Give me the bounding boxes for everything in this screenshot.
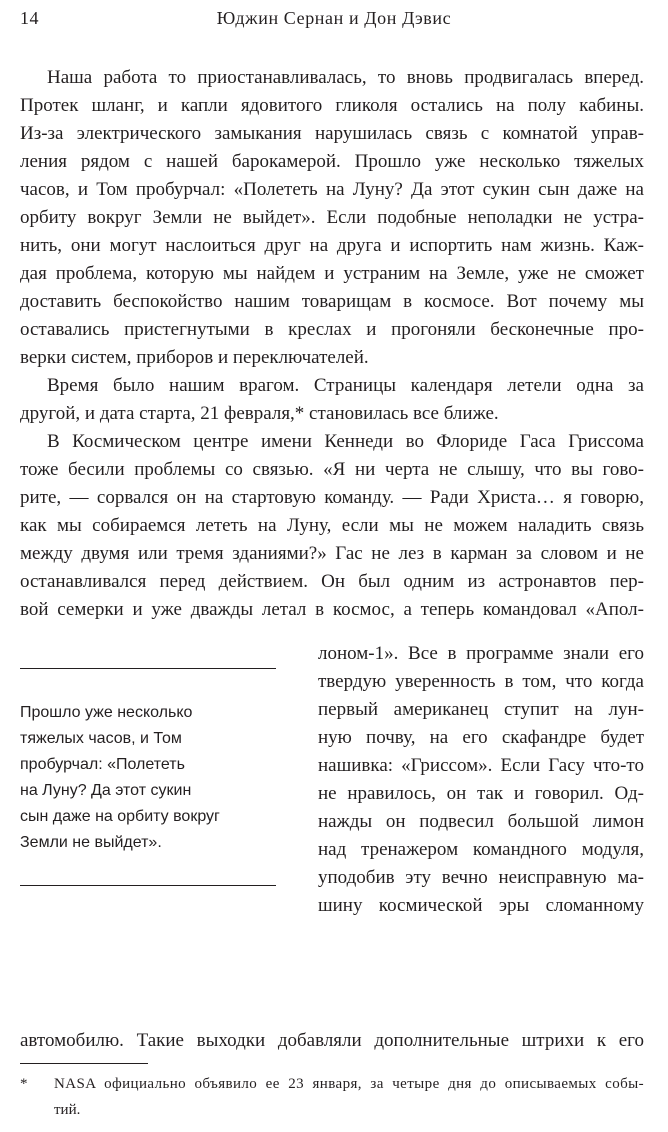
pull-quote-line: на Луну? Да этот сукин [20,782,192,799]
body-line: вой семерки и уже дважды летал в космос, а теперь командовал «Апол- [20,599,644,620]
page-number: 14 [20,8,39,28]
body-line: В Космическом центре имени Кеннеди во Флориде Гаса Гриссома [47,431,644,452]
body-line: Наша работа то приостанавливалась, то вновь продвигалась вперед. [47,67,644,88]
body-line: Протек шланг, и капли ядовитого гликоля остались на полу кабины. [20,95,644,116]
body-line: нашивка: «Гриссом». Если Гасу что-то [318,755,644,776]
pull-quote-line: пробурчал: «Полететь [20,756,185,773]
pull-quote [20,668,276,888]
body-line: Время было нашим врагом. Страницы календаря летели одна за [47,375,644,396]
body-line: шину космической эры сломанному [318,895,644,916]
body-line: рите, — сорвался он на стартовую команду. — Ради Христа… я говорю, [20,487,644,508]
body-line: останавливался перед действием. Он был одним из астронавтов пер- [20,571,644,592]
body-line: нить, они могут наслоиться друг на друга и испортить нам жизнь. Каж- [20,235,644,256]
body-line: доставить беспокойство нашим товарищам в космосе. Вот почему мы [20,291,644,312]
book-authors: Юджин Сернан и Дон Дэвис [216,8,452,28]
body-line: первый американец ступит на лун- [318,699,644,720]
body-line: нажды он подвесил большой лимон [318,811,644,832]
body-line: дая проблема, которую мы найдем и устраним на Земле, уже не сможет [20,263,644,284]
pull-quote-bottom-rule [20,885,276,886]
pull-quote-top-rule [20,668,276,669]
body-line: оставались пристегнутыми в креслах и прогоняли бесконечные про- [20,319,644,340]
body-line: орбиту вокруг Земли не выйдет». Если подобные неполадки не устра- [20,207,644,228]
footnote-line: NASA официально объявило ее 23 января, за четыре дня до описываемых собы- [54,1076,644,1092]
pull-quote-line: сын даже на орбиту вокруг [20,808,220,825]
body-line: ления рядом с нашей барокамерой. Прошло уже несколько тяжелых [20,151,644,172]
body-line: Из-за электрического замыкания нарушилась связь с комнатой управ- [20,123,644,144]
body-line: ную почву, на его скафандре будет [318,727,644,748]
body-line: не нравилось, он так и говорил. Од- [318,783,644,804]
running-head [20,8,648,34]
pull-quote-line: тяжелых часов, и Том [20,730,182,747]
footnote-mark: * [20,1076,28,1092]
body-line: автомобилю. Такие выходки добавляли дополнительные штрихи к его [20,1030,644,1051]
body-line: другой, и дата старта, 21 февраля,* становилась все ближе. [20,403,499,424]
body-line: над тренажером командного модуля, [318,839,644,860]
body-line: уподобив эту вечно неисправную ма- [318,867,644,888]
pull-quote-line: Прошло уже несколько [20,704,193,721]
footnote-line: тий. [54,1102,81,1118]
pull-quote-line: Земли не выйдет». [20,834,162,851]
body-line: тоже бесили проблемы со связью. «Я ни черта не слышу, что вы гово- [20,459,644,480]
body-line: твердую уверенность в том, что когда [318,671,644,692]
body-line: часов, и Том пробурчал: «Полететь на Луну? Да этот сукин сын даже на [20,179,644,200]
body-line: как мы собираемся лететь на Луну, если мы не можем наладить связь [20,515,644,536]
footnote-rule [20,1063,148,1064]
body-line: между двумя или тремя зданиями?» Гас не лез в карман за словом и не [20,543,644,564]
body-line: верки систем, приборов и переключателей. [20,347,369,368]
body-line: лоном-1». Все в программе знали его [318,643,644,664]
